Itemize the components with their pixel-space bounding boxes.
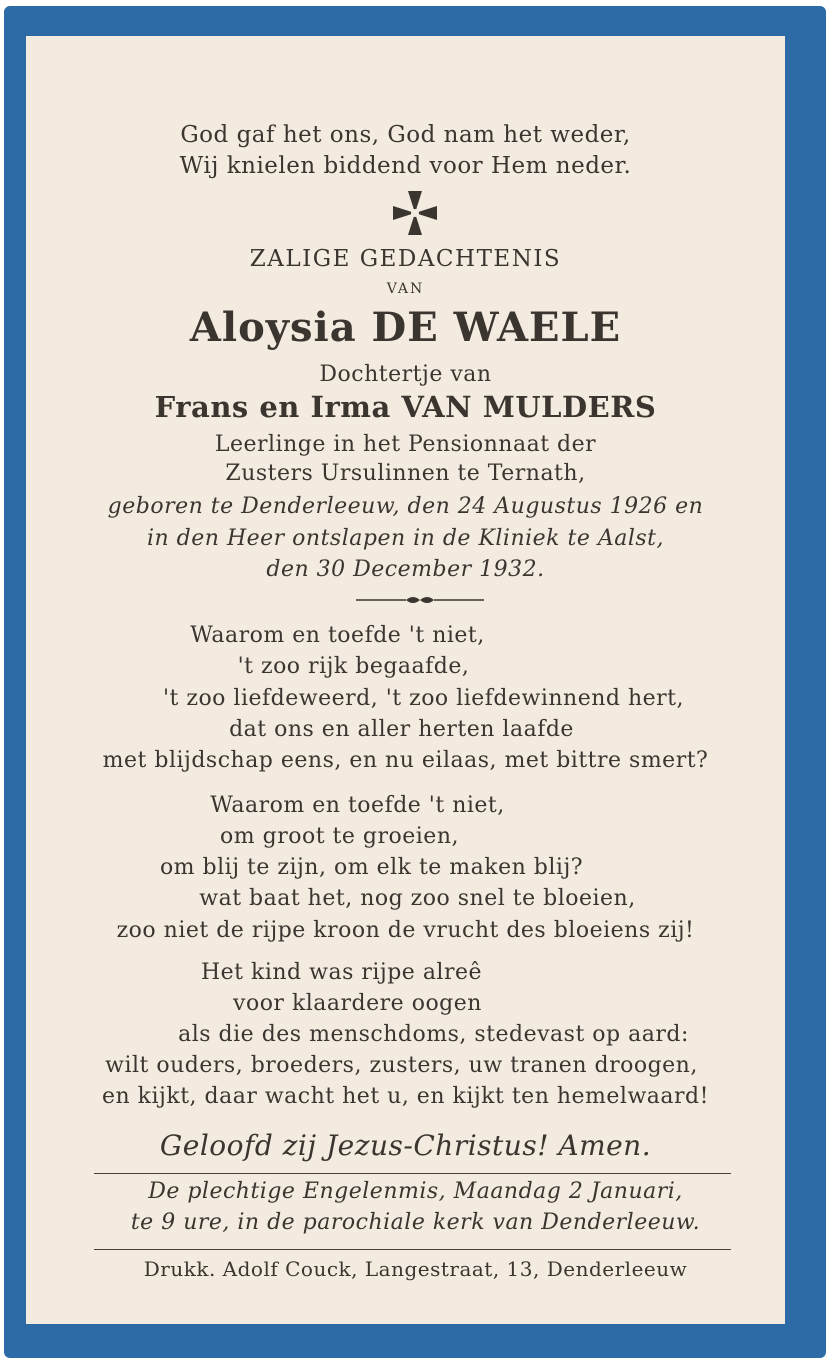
stanza-2-line-1: Waarom en toefde 't niet, xyxy=(210,793,505,818)
divider-rule-top xyxy=(94,1173,731,1174)
stanza-2-line-2: om groot te groeien, xyxy=(220,824,459,849)
memorial-card xyxy=(4,6,826,1358)
cross-pattee-icon xyxy=(390,188,440,238)
stanza-1-line-1: Waarom en toefde 't niet, xyxy=(190,623,485,648)
header-verse-line-1: God gaf het ons, God nam het weder, xyxy=(180,122,631,148)
stanza-1-line-2: 't zoo rijk begaafde, xyxy=(237,654,470,679)
stanza-1-line-4: dat ons en aller herten laafde xyxy=(229,717,574,742)
stanza-3-line-2: voor klaardere oogen xyxy=(233,991,482,1016)
relation-text: Dochtertje van xyxy=(319,362,492,387)
deceased-name: Aloysia DE WAELE xyxy=(189,304,622,351)
divider-rule-bottom xyxy=(94,1249,731,1250)
memorial-of: VAN xyxy=(386,281,425,297)
closing-prayer: Geloofd zij Jezus-Christus! Amen. xyxy=(159,1129,652,1162)
stanza-1-line-5: met blijdschap eens, en nu eilaas, met bittre smert? xyxy=(102,748,709,773)
printer-line: Drukk. Adolf Couck, Langestraat, 13, Denderleeuw xyxy=(143,1257,688,1281)
stanza-1-line-3: 't zoo liefdeweerd, 't zoo liefdewinnend hert, xyxy=(162,686,685,711)
stanza-2-line-5: zoo niet de rijpe kroon de vrucht des bloeiens zij! xyxy=(116,918,695,943)
mass-line-2: te 9 ure, in de parochiale kerk van Denderleeuw. xyxy=(130,1210,701,1235)
divider-ornament-icon xyxy=(356,594,484,606)
stanza-3-line-5: en kijkt, daar wacht het u, en kijkt ten hemelwaard! xyxy=(102,1084,709,1109)
stanza-2-line-4: wat baat het, nog zoo snel te bloeien, xyxy=(199,886,636,911)
header-verse-line-2: Wij knielen biddend voor Hem neder. xyxy=(179,153,632,179)
school-line-2: Zusters Ursulinnen te Ternath, xyxy=(225,461,586,486)
memorial-title: ZALIGE GEDACHTENIS xyxy=(249,246,562,272)
stanza-3-line-4: wilt ouders, broeders, zusters, uw tranen droogen, xyxy=(105,1053,698,1078)
stanza-2-line-3: om blij te zijn, om elk te maken blij? xyxy=(159,855,584,880)
birth-line: geboren te Denderleeuw, den 24 Augustus 1926 en xyxy=(107,494,704,519)
stanza-3-line-3: als die des menschdoms, stedevast op aard: xyxy=(178,1022,689,1047)
mass-line-1: De plechtige Engelenmis, Maandag 2 Januari, xyxy=(148,1179,683,1204)
death-date: den 30 December 1932. xyxy=(266,557,545,582)
death-line: in den Heer ontslapen in de Kliniek te Aalst, xyxy=(146,526,665,551)
parents-names: Frans en Irma VAN MULDERS xyxy=(154,390,657,424)
card-paper xyxy=(26,36,785,1324)
school-line-1: Leerlinge in het Pensionnaat der xyxy=(214,432,597,457)
stanza-3-line-1: Het kind was rijpe alreê xyxy=(200,960,483,985)
